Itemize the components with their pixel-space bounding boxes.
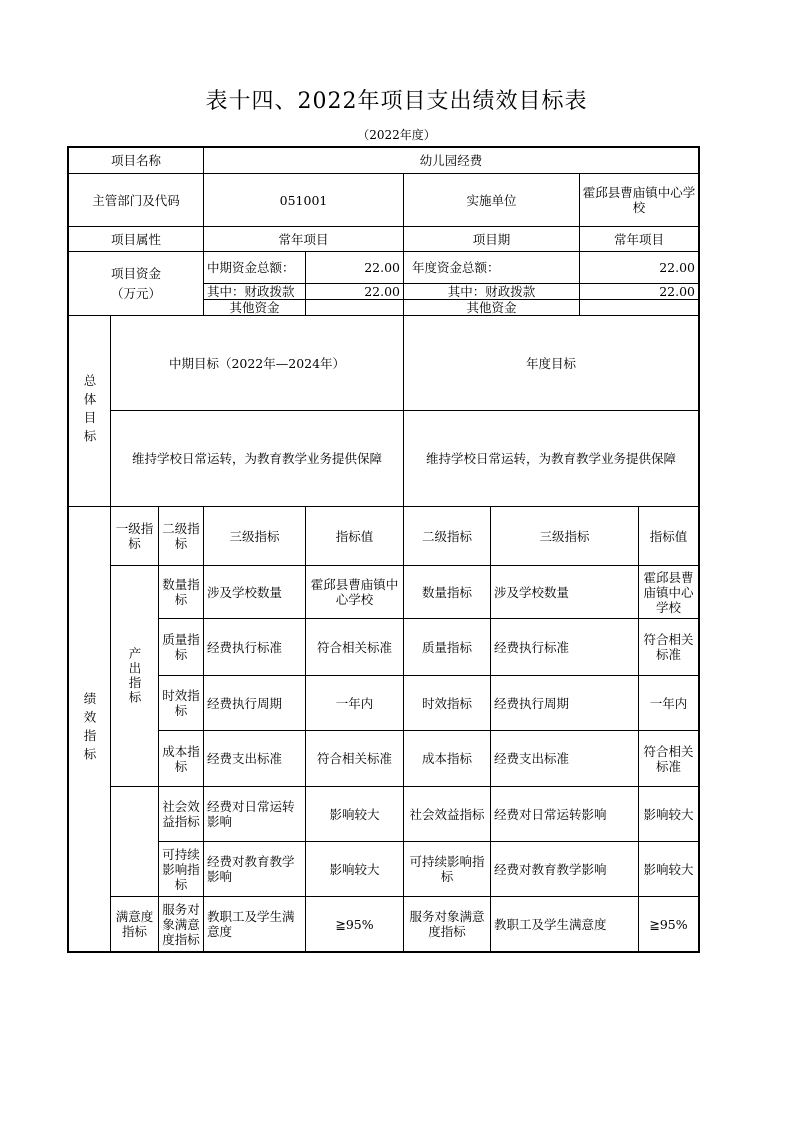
- period-value: 常年项目: [613, 231, 664, 247]
- row-level2: 可持续影响指标: [162, 846, 200, 892]
- row-value: 符合相关标准: [316, 751, 392, 766]
- row-value: 霍邱县曹庙镇中心学校: [310, 577, 399, 607]
- overall-goals-label: 总体目标: [82, 374, 97, 448]
- row-value-annual: 影响较大: [643, 806, 694, 822]
- annual-goal-text: 维持学校日常运转，为教育教学业务提供保障: [425, 451, 676, 466]
- row-level2-annual: 时效指标: [421, 695, 472, 711]
- period-label: 项目期: [472, 231, 511, 247]
- annual-other-label: 其他资金: [466, 300, 517, 315]
- row-value-annual: 一年内: [649, 695, 688, 711]
- row-level3-annual: 经费执行周期: [494, 695, 570, 711]
- row-level3: 经费执行周期: [207, 695, 283, 711]
- fund-label-line1: 项目资金: [110, 265, 161, 281]
- annual-total-value: 22.00: [659, 260, 695, 275]
- mid-fiscal-label: 其中：财政拨款: [207, 284, 295, 299]
- row-level2: 成本指标: [162, 743, 200, 774]
- row-level3-annual: 教职工及学生满意度: [494, 916, 607, 932]
- row-level3-annual: 涉及学校数量: [494, 584, 570, 600]
- row-level2: 质量指标: [162, 632, 200, 662]
- header-level3: 三级指标: [229, 528, 280, 544]
- annual-fiscal-label: 其中：财政拨款: [447, 284, 536, 299]
- row-level2: 时效指标: [162, 688, 200, 718]
- row-level2-annual: 可持续影响指标: [409, 854, 485, 884]
- row-level3-annual: 经费执行标准: [494, 639, 570, 655]
- row-level3-annual: 经费对日常运转影响: [494, 806, 607, 822]
- row-level2-annual: 数量指标: [421, 584, 472, 600]
- row-level2-annual: 质量指标: [421, 639, 472, 655]
- page-title: 表十四、2022年项目支出绩效目标表: [205, 89, 588, 114]
- row-level3: 经费支出标准: [207, 751, 283, 766]
- mid-total-label: 中期资金总额：: [207, 260, 295, 275]
- dept-code-value: 051001: [279, 192, 328, 208]
- mid-goal-header: 中期目标（2022年—2024年）: [168, 355, 346, 371]
- row-level3: 经费对教育教学影响: [207, 854, 295, 884]
- row-value-annual: ≧95%: [649, 916, 688, 932]
- attr-label: 项目属性: [110, 231, 161, 247]
- impl-unit-value: 霍邱县曹庙镇中心学校: [582, 185, 696, 215]
- row-value-annual: 霍邱县曹庙镇中心学校: [643, 569, 694, 615]
- performance-indicators-label: 绩效指标: [82, 692, 97, 766]
- row-level2: 社会效益指标: [162, 799, 200, 829]
- project-name-label: 项目名称: [110, 153, 161, 168]
- mid-goal-text: 维持学校日常运转，为教育教学业务提供保障: [131, 451, 382, 466]
- row-value: ≧95%: [335, 916, 374, 932]
- row-level2: 数量指标: [162, 577, 200, 607]
- header-level1: 一级指标: [115, 521, 154, 551]
- row-level3-annual: 经费支出标准: [494, 751, 570, 766]
- row-level3: 经费执行标准: [207, 639, 283, 655]
- row-value-annual: 符合相关标准: [643, 743, 694, 774]
- header-value-annual: 指标值: [649, 528, 688, 544]
- annual-fiscal-value: 22.00: [659, 284, 695, 299]
- fund-label: [69, 252, 203, 315]
- attr-value: 常年项目: [278, 231, 329, 247]
- impl-unit-label: 实施单位: [466, 192, 517, 208]
- fund-label-line2: （万元）: [110, 285, 161, 301]
- output-indicators-label: 产出指标: [127, 647, 142, 705]
- row-value: 符合相关标准: [316, 639, 392, 655]
- annual-total-label: 年度资金总额：: [412, 260, 500, 275]
- row-level2-annual: 成本指标: [421, 751, 472, 766]
- row-value: 影响较大: [329, 861, 380, 877]
- mid-fiscal-value: 22.00: [364, 284, 400, 299]
- row-level3-annual: 经费对教育教学影响: [494, 861, 607, 877]
- row-level2-annual: 社会效益指标: [409, 806, 485, 822]
- row-level3: 教职工及学生满意度: [207, 909, 295, 939]
- row-level3: 经费对日常运转影响: [207, 799, 295, 829]
- mid-total-value: 22.00: [364, 260, 400, 275]
- row-level3: 涉及学校数量: [207, 584, 283, 600]
- row-level2-annual: 服务对象满意度指标: [409, 909, 485, 939]
- project-name-value: 幼儿园经费: [419, 153, 483, 168]
- header-level2: 二级指标: [162, 521, 200, 551]
- row-value-annual: 符合相关标准: [643, 632, 694, 662]
- satisfaction-indicators-label: 满意度指标: [115, 909, 154, 939]
- header-level2-annual: 二级指标: [421, 528, 472, 544]
- page-subtitle: （2022年度）: [357, 128, 436, 142]
- dept-label: 主管部门及代码: [92, 192, 180, 208]
- mid-other-label: 其他资金: [229, 300, 280, 315]
- header-value: 指标值: [335, 528, 374, 544]
- header-level3-annual: 三级指标: [539, 528, 590, 544]
- annual-goal-header: 年度目标: [525, 355, 576, 371]
- row-value: 一年内: [335, 695, 374, 711]
- row-value-annual: 影响较大: [643, 861, 694, 877]
- row-level2: 服务对象满意度指标: [162, 901, 200, 947]
- row-value: 影响较大: [329, 806, 380, 822]
